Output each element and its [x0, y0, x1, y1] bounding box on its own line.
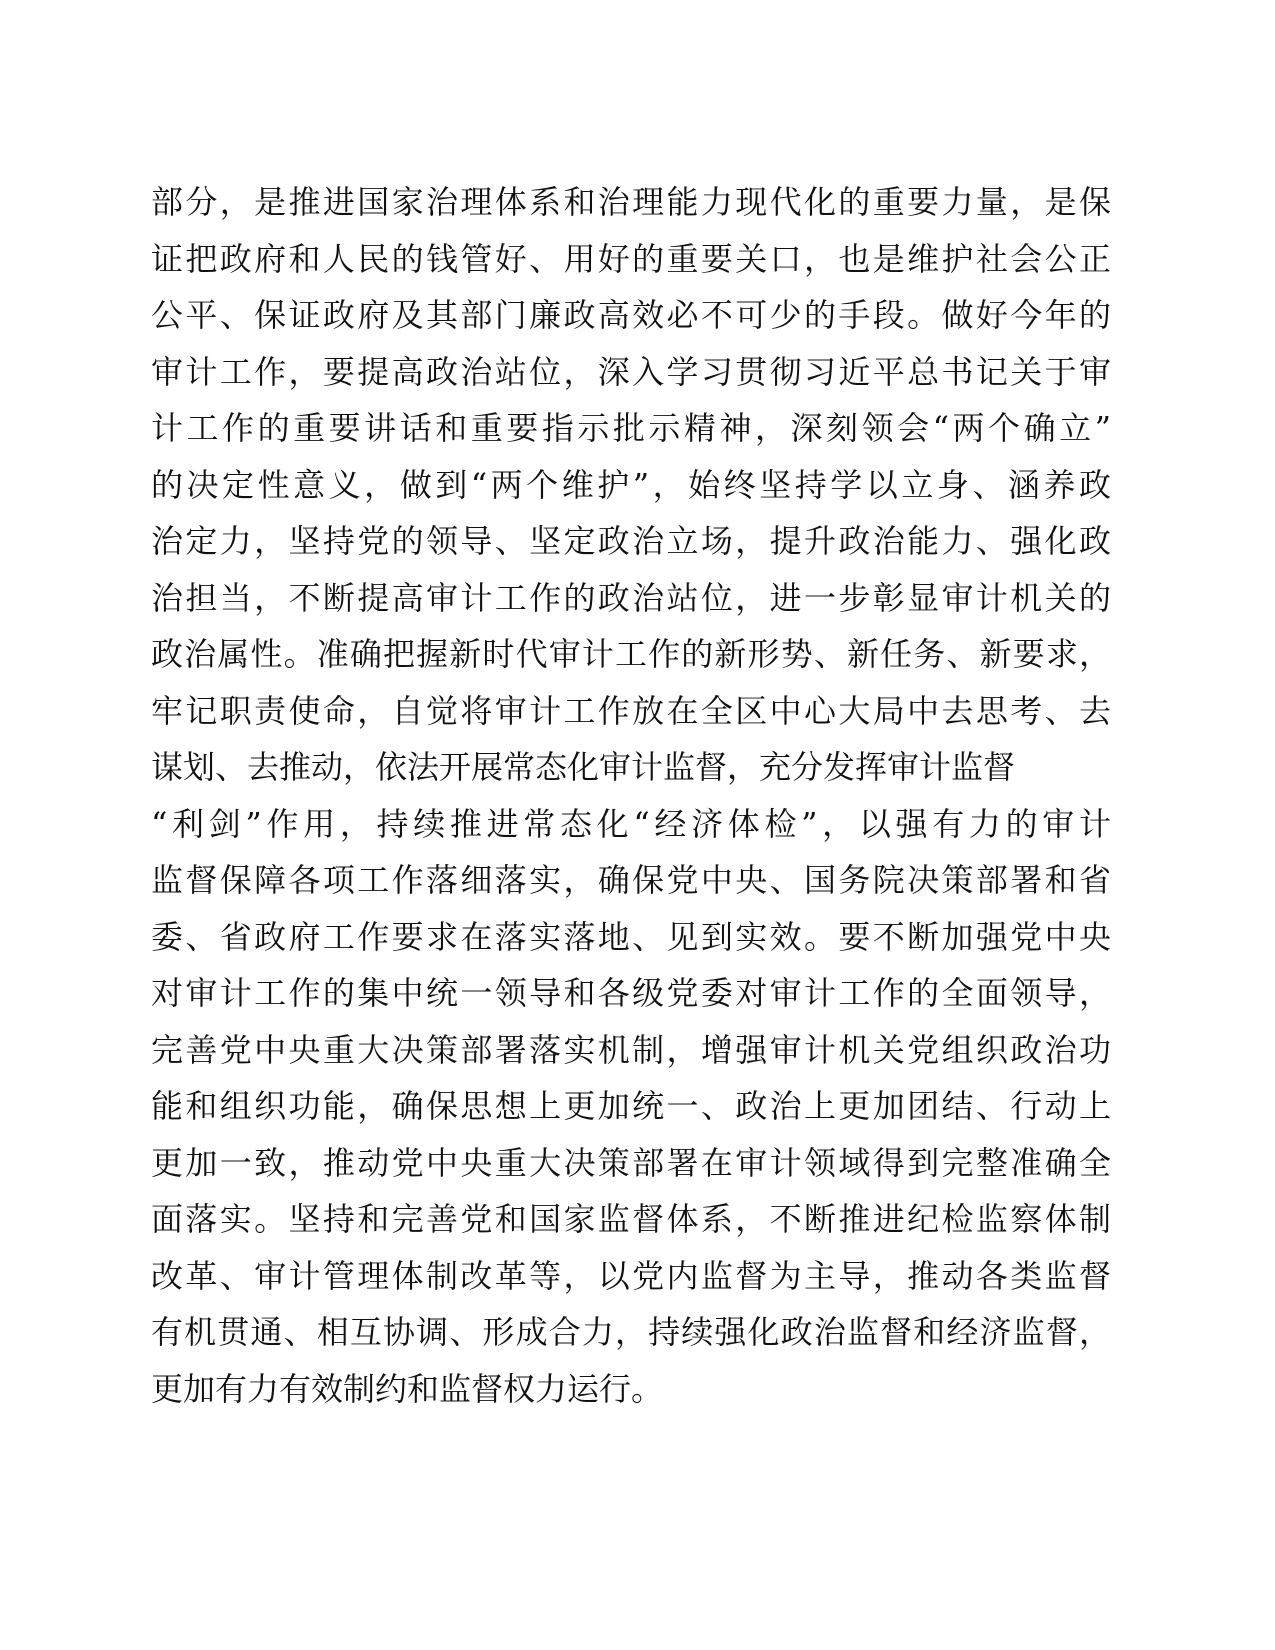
- paragraph-line-14: 委、省政府工作要求在落实落地、见到实效。要不断加强党中央: [151, 917, 1111, 956]
- paragraph-line-2: 证把政府和人民的钱管好、用好的重要关口，也是维护社会公正: [151, 239, 1111, 278]
- paragraph-line-6: 的决定性意义，做到“两个维护”，始终坚持学以立身、涵养政: [151, 465, 1111, 504]
- paragraph-line-8: 治担当，不断提高审计工作的政治站位，进一步彰显审计机关的: [151, 578, 1111, 617]
- body-paragraph: [151, 174, 1111, 1417]
- paragraph-line-15: 对审计工作的集中统一领导和各级党委对审计工作的全面领导，: [151, 974, 1111, 1012]
- paragraph-line-22: 更加有力有效制约和监督权力运行。: [151, 1369, 664, 1408]
- paragraph-line-16: 完善党中央重大决策部署落实机制，增强审计机关党组织政治功: [151, 1030, 1111, 1069]
- paragraph-line-9: 政治属性。准确把握新时代审计工作的新形势、新任务、新要求，: [151, 635, 1111, 673]
- paragraph-line-11: 谋划、去推动，依法开展常态化审计监督，充分发挥审计监督: [151, 748, 1016, 786]
- paragraph-line-7: 治定力，坚持党的领导、坚定政治立场，提升政治能力、强化政: [151, 522, 1111, 560]
- paragraph-line-13: 监督保障各项工作落细落实，确保党中央、国务院决策部署和省: [151, 861, 1111, 899]
- paragraph-line-4: 审计工作，要提高政治站位，深入学习贯彻习近平总书记关于审: [151, 352, 1111, 391]
- paragraph-line-17: 能和组织功能，确保思想上更加统一、政治上更加团结、行动上: [151, 1087, 1111, 1125]
- paragraph-line-3: 公平、保证政府及其部门廉政高效必不可少的手段。做好今年的: [151, 296, 1111, 334]
- paragraph-line-19: 面落实。坚持和完善党和国家监督体系，不断推进纪检监察体制: [151, 1200, 1111, 1238]
- paragraph-line-21: 有机贯通、相互协调、形成合力，持续强化政治监督和经济监督，: [151, 1313, 1111, 1351]
- paragraph-line-18: 更加一致，推动党中央重大决策部署在审计领域得到完整准确全: [151, 1143, 1111, 1182]
- paragraph-line-12: “利剑”作用，持续推进常态化“经济体检”，以强有力的审计: [151, 804, 1111, 843]
- paragraph-line-5: 计工作的重要讲话和重要指示批示精神，深刻领会“两个确立”: [151, 409, 1111, 447]
- paragraph-line-1: 部分，是推进国家治理体系和治理能力现代化的重要力量，是保: [151, 183, 1111, 221]
- paragraph-line-10: 牢记职责使命，自觉将审计工作放在全区中心大局中去思考、去: [151, 691, 1111, 730]
- paragraph-line-20: 改革、审计管理体制改革等，以党内监督为主导，推动各类监督: [151, 1256, 1111, 1295]
